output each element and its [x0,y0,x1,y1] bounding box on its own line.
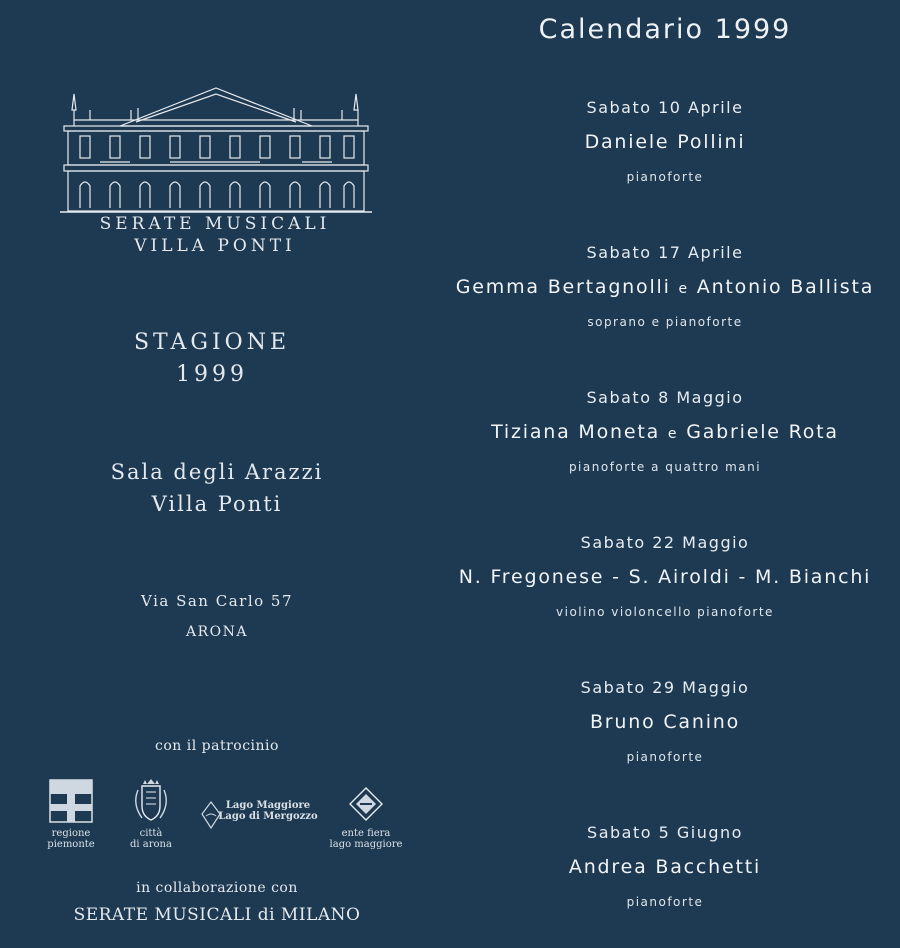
event-artist [430,566,900,588]
event-artist-1: Andrea Bacchetti [568,856,762,878]
brand-line-1: SERATE MUSICALI [99,214,331,234]
event-joiner: e [678,281,689,297]
left-panel [0,0,430,948]
event-artist-1: Bruno Canino [589,711,741,733]
address: Via San Carlo 57 [141,592,293,610]
season-year: 1999 [176,362,248,387]
event-date: Sabato 5 Giugno [587,823,743,842]
collaboration-label: in collaborazione con [136,880,298,896]
brand-line-2: VILLA PONTI [134,236,296,256]
patronage-label: con il patrocinio [155,738,279,754]
logo-caption: lago maggiore [329,839,403,850]
partner-name: SERATE MUSICALI di MILANO [73,905,361,925]
logo-caption: città [139,828,163,839]
event-instrument: pianoforte [626,895,704,909]
event-instrument: pianoforte [626,750,704,764]
event-date: Sabato 22 Maggio [580,533,750,552]
event-artist-1: Gemma Bertagnolli [455,276,671,298]
venue-hall: Sala degli Arazzi [110,460,324,484]
logo-caption: di arona [130,839,172,850]
logo-lago-maggiore [198,800,318,822]
event-instrument: soprano e pianoforte [587,315,743,329]
logo-ente-fiera [326,786,406,850]
event-date: Sabato 10 Aprile [586,98,744,117]
arona-coat-of-arms-icon [128,778,174,824]
logo-citta-di-arona [122,778,180,850]
logo-caption: Lago di Mergozzo [218,811,318,822]
lago-maggiore-emblem-icon [200,800,222,830]
event-artist-2: Antonio Ballista [696,276,875,298]
event-artist-1: N. Fregonese - S. Airoldi - M. Bianchi [458,566,872,588]
villa-ponti-illustration [60,84,372,216]
calendar-title: Calendario 1999 [538,14,792,45]
event-artist [430,421,900,443]
event-joiner: e [667,426,679,442]
event-date: Sabato 17 Aprile [586,243,744,262]
logo-regione-piemonte [40,778,102,850]
logo-caption: Lago Maggiore [225,800,311,811]
logo-caption: ente fiera [341,828,391,839]
season-label: STAGIONE [133,330,291,355]
event-artist [430,276,900,298]
event-artist: Daniele Pollini [584,131,746,153]
event-artist-1: Tiziana Moneta [491,421,661,443]
event-artist [430,856,900,878]
event-artist [430,711,900,733]
event-date: Sabato 8 Maggio [586,388,744,407]
event-artist-2: Gabriele Rota [686,421,839,443]
event-instrument: pianoforte a quattro mani [568,460,762,474]
venue-villa: Villa Ponti [151,492,283,516]
ente-fiera-emblem-icon [348,786,384,824]
logo-caption: piemonte [47,839,95,850]
event-instrument: pianoforte [626,170,704,184]
event-instrument: violino violoncello pianoforte [556,605,774,619]
calendar-panel [430,0,900,948]
event-date: Sabato 29 Maggio [580,678,750,697]
city: ARONA [186,624,248,640]
logo-caption: regione [51,828,91,839]
regione-piemonte-emblem-icon [48,778,94,824]
